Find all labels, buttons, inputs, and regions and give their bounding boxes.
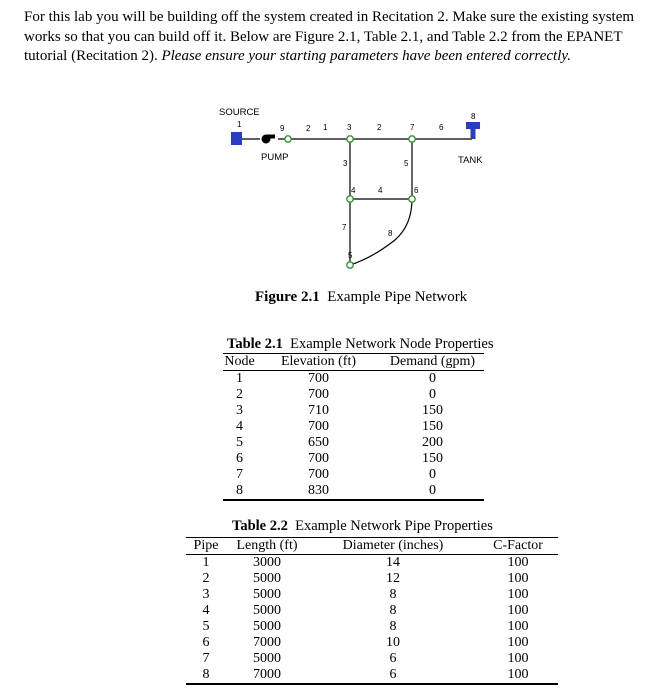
table-cell: 150 — [422, 419, 443, 434]
table-cell: 5000 — [253, 603, 281, 618]
table2-caption — [232, 518, 493, 535]
table-cell: 100 — [507, 587, 529, 602]
column-header: C-Factor — [493, 538, 543, 553]
table-cell: 100 — [507, 555, 529, 570]
pipe-id-5: 5 — [404, 159, 409, 168]
tank-label: TANK — [458, 155, 483, 166]
table-cell: 8 — [389, 587, 397, 602]
intro-text: For this lab you will be building off the system created in Recitation 2. Make sure the existing system works so that you can build off it. Below are Figure 2.1, Table 2.1, and Table 2.2 from the EPANET tutorial (Recitation 2). — [24, 9, 635, 64]
table-cell: 700 — [308, 371, 329, 386]
table-row — [223, 419, 484, 435]
node-id-3: 3 — [347, 123, 352, 132]
table-cell: 200 — [422, 435, 443, 450]
table-cell: 7000 — [253, 635, 281, 650]
table-cell: 4 — [236, 419, 243, 434]
table-row — [223, 451, 484, 467]
pump-icon — [262, 135, 276, 144]
table-cell: 100 — [478, 667, 558, 684]
column-header: Elevation (ft) — [280, 354, 357, 369]
table-cell: 150 — [422, 403, 443, 418]
table2-caption-label: Table 2.2 — [232, 518, 288, 534]
table-cell: 8 — [186, 667, 226, 684]
table-row — [186, 619, 558, 635]
table-cell: 100 — [507, 651, 529, 666]
pipe-id-2: 2 — [377, 123, 382, 132]
node-id-1: 1 — [237, 120, 242, 129]
table-row — [223, 435, 484, 451]
table-cell: 1 — [202, 555, 210, 570]
table-cell: 0 — [429, 371, 436, 386]
table-cell: 700 — [308, 387, 329, 402]
table-cell: 0 — [429, 467, 436, 482]
table-cell: 7000 — [226, 667, 308, 684]
table-cell: 6 — [236, 451, 243, 466]
table-cell: 3000 — [253, 555, 281, 570]
table-cell: 5 — [236, 435, 243, 450]
pipe-id-1: 1 — [323, 123, 328, 132]
table-cell: 5000 — [253, 651, 281, 666]
column-header: Diameter (inches) — [342, 538, 444, 553]
column-header: Pipe — [193, 538, 219, 553]
column-header: Demand (gpm) — [389, 354, 476, 369]
table-cell: 710 — [308, 403, 329, 418]
node-id-6: 6 — [414, 186, 419, 195]
node-id-2: 2 — [306, 124, 311, 133]
junction-node-5 — [347, 262, 353, 268]
table-row — [186, 667, 558, 684]
table-cell: 14 — [386, 555, 400, 570]
table-cell: 2 — [202, 571, 210, 586]
table-cell: 10 — [386, 635, 400, 650]
node-id-8: 8 — [471, 112, 476, 121]
table-cell: 100 — [507, 571, 529, 586]
table-cell: 2 — [236, 387, 243, 402]
table-cell: 4 — [202, 603, 210, 618]
figure-caption — [255, 289, 467, 306]
table-cell: 100 — [507, 619, 529, 634]
table-header-row — [223, 354, 484, 371]
node-id-7: 7 — [410, 123, 415, 132]
intro-italic-text: Please ensure your starting parameters have been entered correctly. — [161, 48, 571, 64]
junction-node-4 — [347, 196, 353, 202]
table-cell: 7 — [202, 651, 210, 666]
table-cell: 6 — [202, 635, 210, 650]
source-reservoir-icon — [231, 132, 242, 145]
pipe-network-diagram — [0, 0, 670, 290]
table-cell: 1 — [236, 371, 243, 386]
table-cell: 0 — [381, 483, 484, 500]
tank-icon — [466, 122, 480, 139]
pipe-8 — [350, 199, 412, 265]
table-cell: 3 — [236, 403, 243, 418]
junction-node-3 — [347, 136, 353, 142]
table-row — [223, 467, 484, 483]
table-header-row — [186, 538, 558, 555]
junction-node-6 — [409, 196, 415, 202]
figure-caption-label: Figure 2.1 — [255, 289, 320, 305]
pipe-id-8: 8 — [388, 229, 393, 238]
pipe-id-6: 6 — [439, 123, 444, 132]
table-cell: 8 — [389, 619, 397, 634]
table-row — [223, 371, 484, 388]
table-cell: 12 — [386, 571, 400, 586]
table-cell: 650 — [308, 435, 329, 450]
table-row — [186, 635, 558, 651]
table-row — [186, 571, 558, 587]
table-row — [186, 555, 558, 572]
table-cell: 700 — [308, 419, 329, 434]
figure-caption-text: Example Pipe Network — [327, 289, 468, 305]
node-id-5: 5 — [348, 251, 353, 260]
table-cell: 6 — [389, 651, 397, 666]
table-cell: 100 — [507, 635, 529, 650]
table-cell: 830 — [256, 483, 381, 500]
node-properties-table — [223, 353, 484, 501]
table-row — [223, 483, 484, 500]
junction-node-2 — [285, 136, 291, 142]
table-row — [186, 603, 558, 619]
table-cell: 6 — [308, 667, 478, 684]
table-cell: 3 — [202, 587, 210, 602]
table-cell: 8 — [223, 483, 256, 500]
node-id-4: 4 — [351, 186, 356, 195]
pump-label: PUMP — [261, 152, 289, 163]
pipe-id-7: 7 — [342, 223, 347, 232]
table-cell: 8 — [389, 603, 397, 618]
table-cell: 5000 — [253, 619, 281, 634]
junction-node-7 — [409, 136, 415, 142]
table2-caption-text: Example Network Pipe Properties — [295, 518, 493, 534]
pipe-id-3: 3 — [343, 159, 348, 168]
table-cell: 7 — [236, 467, 243, 482]
column-header: Length (ft) — [236, 538, 298, 553]
table-row — [186, 651, 558, 667]
table-cell: 5 — [202, 619, 210, 634]
table-row — [186, 587, 558, 603]
pump-id-9: 9 — [280, 124, 285, 133]
table-cell: 5000 — [253, 587, 281, 602]
table1-caption-text: Example Network Node Properties — [290, 336, 494, 352]
table-row — [223, 403, 484, 419]
table-cell: 0 — [429, 387, 436, 402]
table1-caption — [227, 336, 493, 353]
table-cell: 700 — [308, 467, 329, 482]
table1-caption-label: Table 2.1 — [227, 336, 283, 352]
pipe-properties-table — [186, 537, 558, 685]
column-header: Node — [224, 354, 255, 369]
table-cell: 100 — [507, 603, 529, 618]
table-row — [223, 387, 484, 403]
source-label: SOURCE — [219, 107, 260, 118]
table-cell: 150 — [422, 451, 443, 466]
table-cell: 5000 — [253, 571, 281, 586]
table-cell: 700 — [308, 451, 329, 466]
pipe-id-4: 4 — [378, 186, 383, 195]
